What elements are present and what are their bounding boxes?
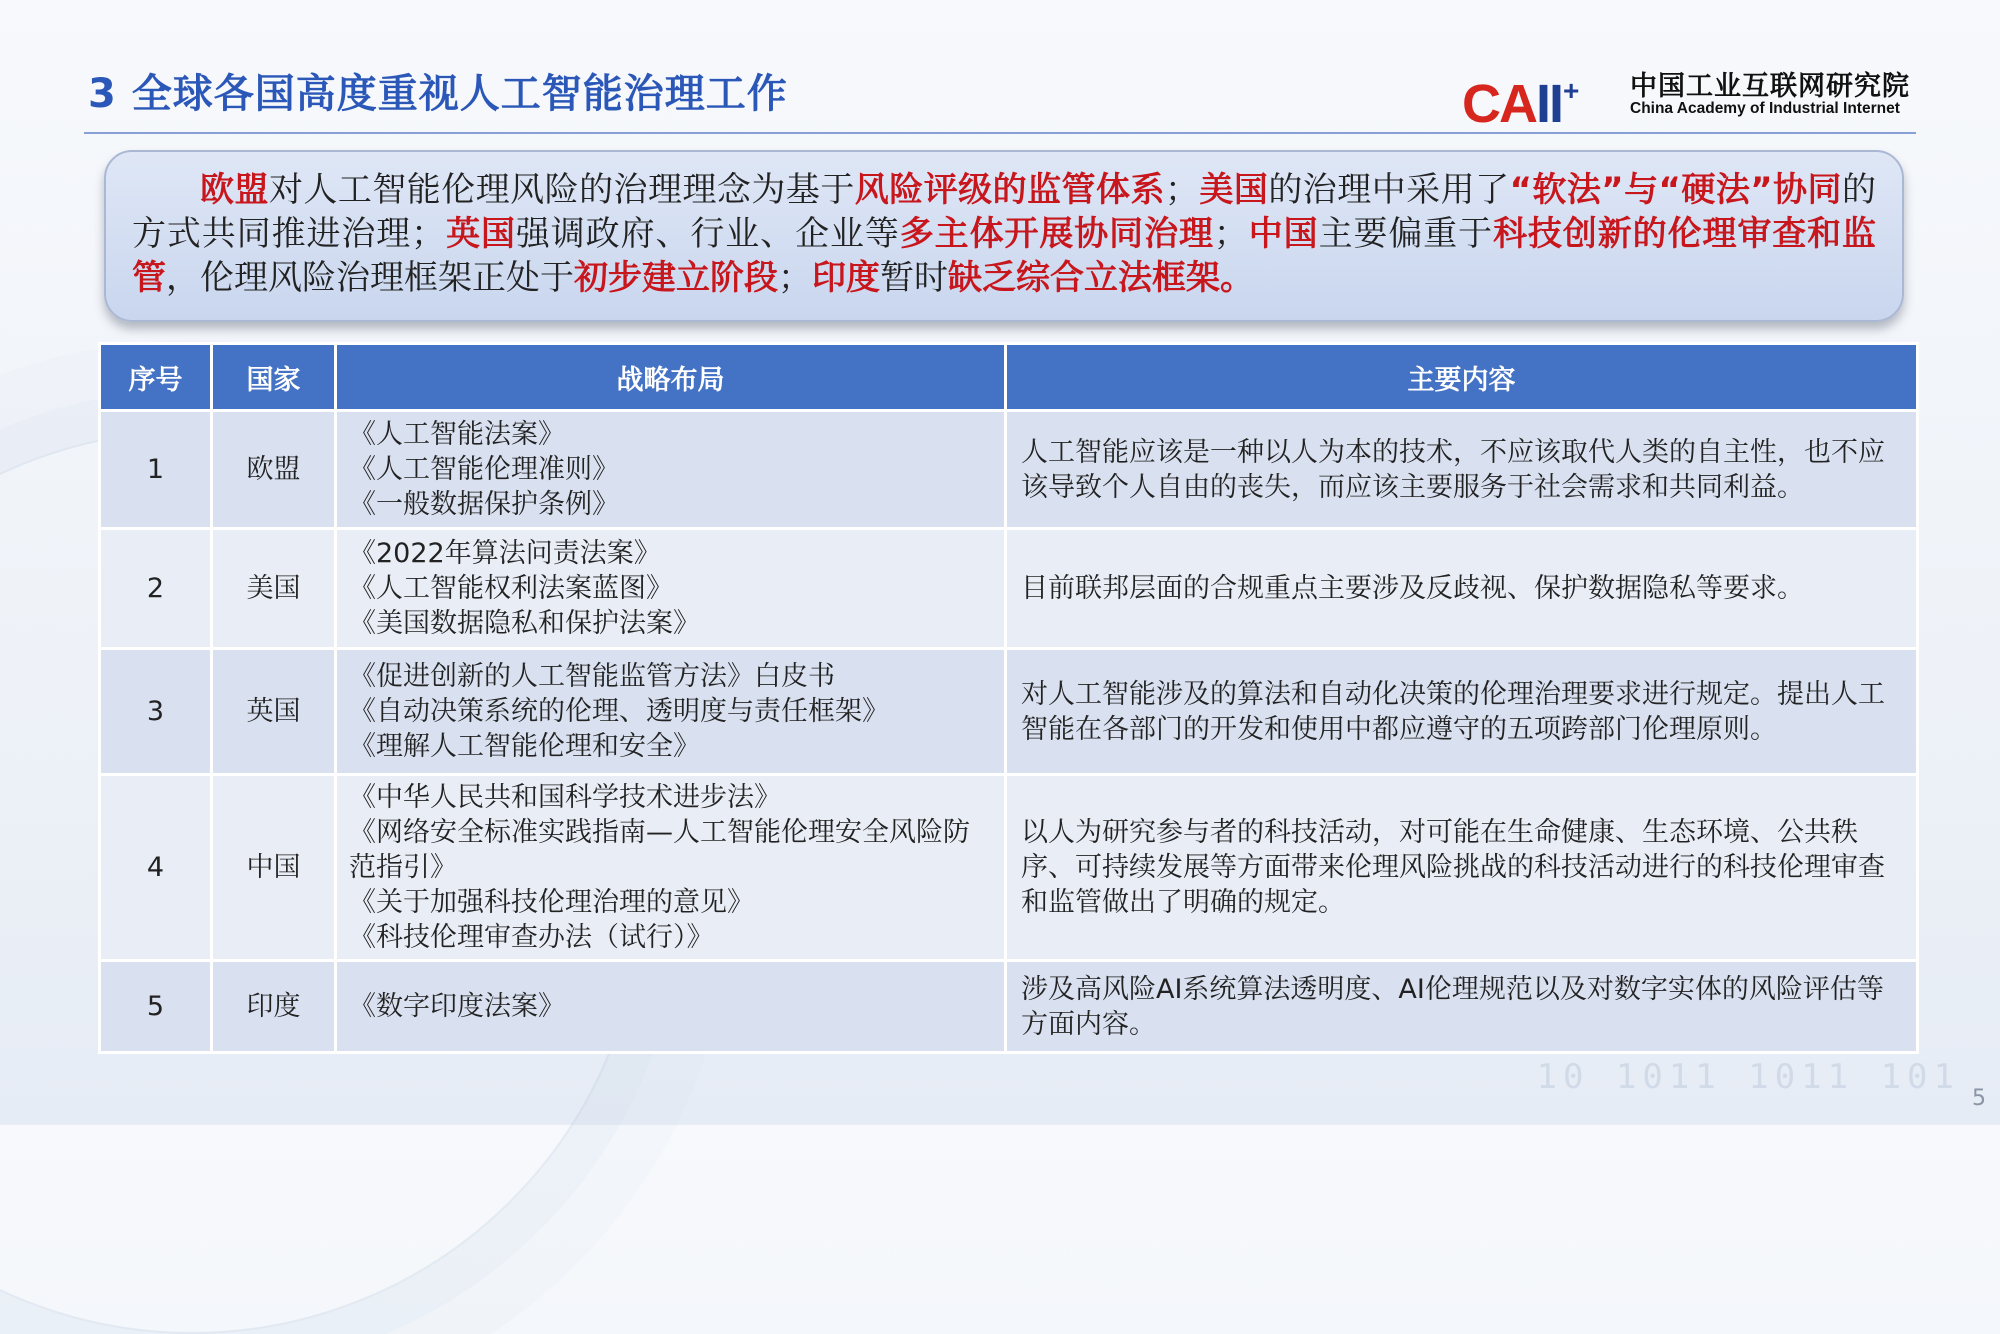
- cell-country: 美国: [212, 529, 336, 649]
- summary-highlight: 中国: [1247, 214, 1319, 254]
- summary-text: [132, 168, 1876, 300]
- summary-highlight: 英国: [445, 214, 516, 254]
- header-strategy: 战略布局: [336, 344, 1006, 411]
- cell-strategy: [336, 649, 1006, 775]
- caii-logo: [1462, 62, 1922, 134]
- cell-country: 欧盟: [212, 411, 336, 529]
- strategy-document: 《理解人工智能伦理和安全》: [349, 731, 700, 762]
- strategy-document: 《自动决策系统的伦理、透明度与责任框架》: [349, 696, 889, 727]
- header-no: 序号: [100, 344, 212, 411]
- strategy-document: 《美国数据隐私和保护法案》: [349, 608, 700, 639]
- summary-highlight: 欧盟: [200, 170, 269, 210]
- summary-segment: 暂时: [880, 258, 948, 298]
- strategy-document: 《科技伦理审查办法（试行）》: [349, 922, 714, 953]
- table-row: [100, 411, 1918, 529]
- cell-content: 目前联邦层面的合规重点主要涉及反歧视、保护数据隐私等要求。: [1006, 529, 1918, 649]
- strategy-document: 《中华人民共和国科学技术进步法》: [349, 782, 781, 813]
- cell-strategy: [336, 411, 1006, 529]
- summary-segment: 强调政府、行业、企业等: [515, 214, 900, 254]
- title-divider: [84, 132, 1916, 134]
- strategy-document: 《数字印度法案》: [349, 991, 565, 1022]
- summary-box: [104, 150, 1904, 322]
- summary-segment: 的治理中采用了: [1268, 170, 1510, 210]
- cell-country: 印度: [212, 961, 336, 1053]
- table-row: [100, 649, 1918, 775]
- cell-no: 1: [100, 411, 212, 529]
- summary-highlight: “软法”与“硬法”协同: [1509, 170, 1843, 210]
- strategy-document: 《关于加强科技伦理治理的意见》: [349, 887, 754, 918]
- cell-content: 以人为研究参与者的科技活动，对可能在生命健康、生态环境、公共秩序、可持续发展等方面带来伦理风险挑战的科技活动进行的科技伦理审查和监管做出了明确的规定。: [1006, 775, 1918, 961]
- summary-highlight: 美国: [1198, 170, 1269, 210]
- strategy-document: 《人工智能法案》: [349, 419, 565, 450]
- summary-segment: 主要偏重于: [1318, 214, 1494, 254]
- summary-highlight: 风险评级的监管体系: [854, 170, 1165, 210]
- strategy-document: 《2022年算法问责法案》: [349, 538, 661, 569]
- cell-content: 涉及高风险AI系统算法透明度、AI伦理规范以及对数字实体的风险评估等方面内容。: [1006, 961, 1918, 1053]
- summary-highlight: 初步建立阶段: [574, 258, 778, 298]
- summary-segment: ，伦理风险治理框架正处于: [166, 258, 574, 298]
- cell-no: 5: [100, 961, 212, 1053]
- summary-highlight: 印度: [812, 258, 880, 298]
- cell-country: 中国: [212, 775, 336, 961]
- cell-strategy: [336, 961, 1006, 1053]
- table-body: [100, 411, 1918, 1053]
- logo-mark-plus: +: [1563, 75, 1578, 106]
- logo-name-cn: 中国工业互联网研究院: [1630, 71, 1910, 102]
- cell-no: 2: [100, 529, 212, 649]
- cell-content: 对人工智能涉及的算法和自动化决策的伦理治理要求进行规定。提出人工智能在各部门的开发和使用中都应遵守的五项跨部门伦理原则。: [1006, 649, 1918, 775]
- logo-mark-blue: II: [1536, 74, 1563, 134]
- header-country: 国家: [212, 344, 336, 411]
- cell-country: 英国: [212, 649, 336, 775]
- cell-no: 3: [100, 649, 212, 775]
- summary-segment: ；: [1164, 170, 1199, 210]
- background-digits: 10 1011 1011 101: [1536, 1057, 1960, 1097]
- cell-content: 人工智能应该是一种以人为本的技术，不应该取代人类的自主性，也不应该导致个人自由的丧失，而应该主要服务于社会需求和共同利益。: [1006, 411, 1918, 529]
- table-row: [100, 961, 1918, 1053]
- summary-segment: ；: [778, 258, 812, 298]
- strategy-document: 《促进创新的人工智能监管方法》白皮书: [349, 661, 835, 692]
- logo-mark: [1462, 64, 1578, 134]
- policy-table: [98, 342, 1919, 1054]
- header-content: 主要内容: [1006, 344, 1918, 411]
- cell-strategy: [336, 529, 1006, 649]
- strategy-document: 《网络安全标准实践指南—人工智能伦理安全风险防范指引》: [349, 817, 970, 883]
- table-header-row: [100, 344, 1918, 411]
- logo-name-en: China Academy of Industrial Internet: [1630, 100, 1900, 117]
- strategy-document: 《人工智能权利法案蓝图》: [349, 573, 673, 604]
- strategy-document: 《一般数据保护条例》: [349, 489, 619, 520]
- cell-strategy: [336, 775, 1006, 961]
- cell-no: 4: [100, 775, 212, 961]
- table-row: [100, 529, 1918, 649]
- strategy-document: 《人工智能伦理准则》: [349, 454, 619, 485]
- summary-segment: 对人工智能伦理风险的治理理念为基于: [268, 170, 855, 210]
- summary-highlight: 多主体开展协同治理: [899, 214, 1214, 254]
- summary-segment: 的方式共同推进治理；: [132, 170, 1877, 254]
- slide-title: 3 全球各国高度重视人工智能治理工作: [88, 71, 788, 117]
- logo-mark-red: CA: [1462, 74, 1536, 134]
- summary-highlight: 科技创新的伦理审查和监管: [132, 214, 1877, 298]
- table-row: [100, 775, 1918, 961]
- summary-highlight: 缺乏综合立法框架。: [948, 258, 1254, 298]
- page-number: 5: [1972, 1086, 1986, 1111]
- summary-segment: ；: [1213, 214, 1248, 254]
